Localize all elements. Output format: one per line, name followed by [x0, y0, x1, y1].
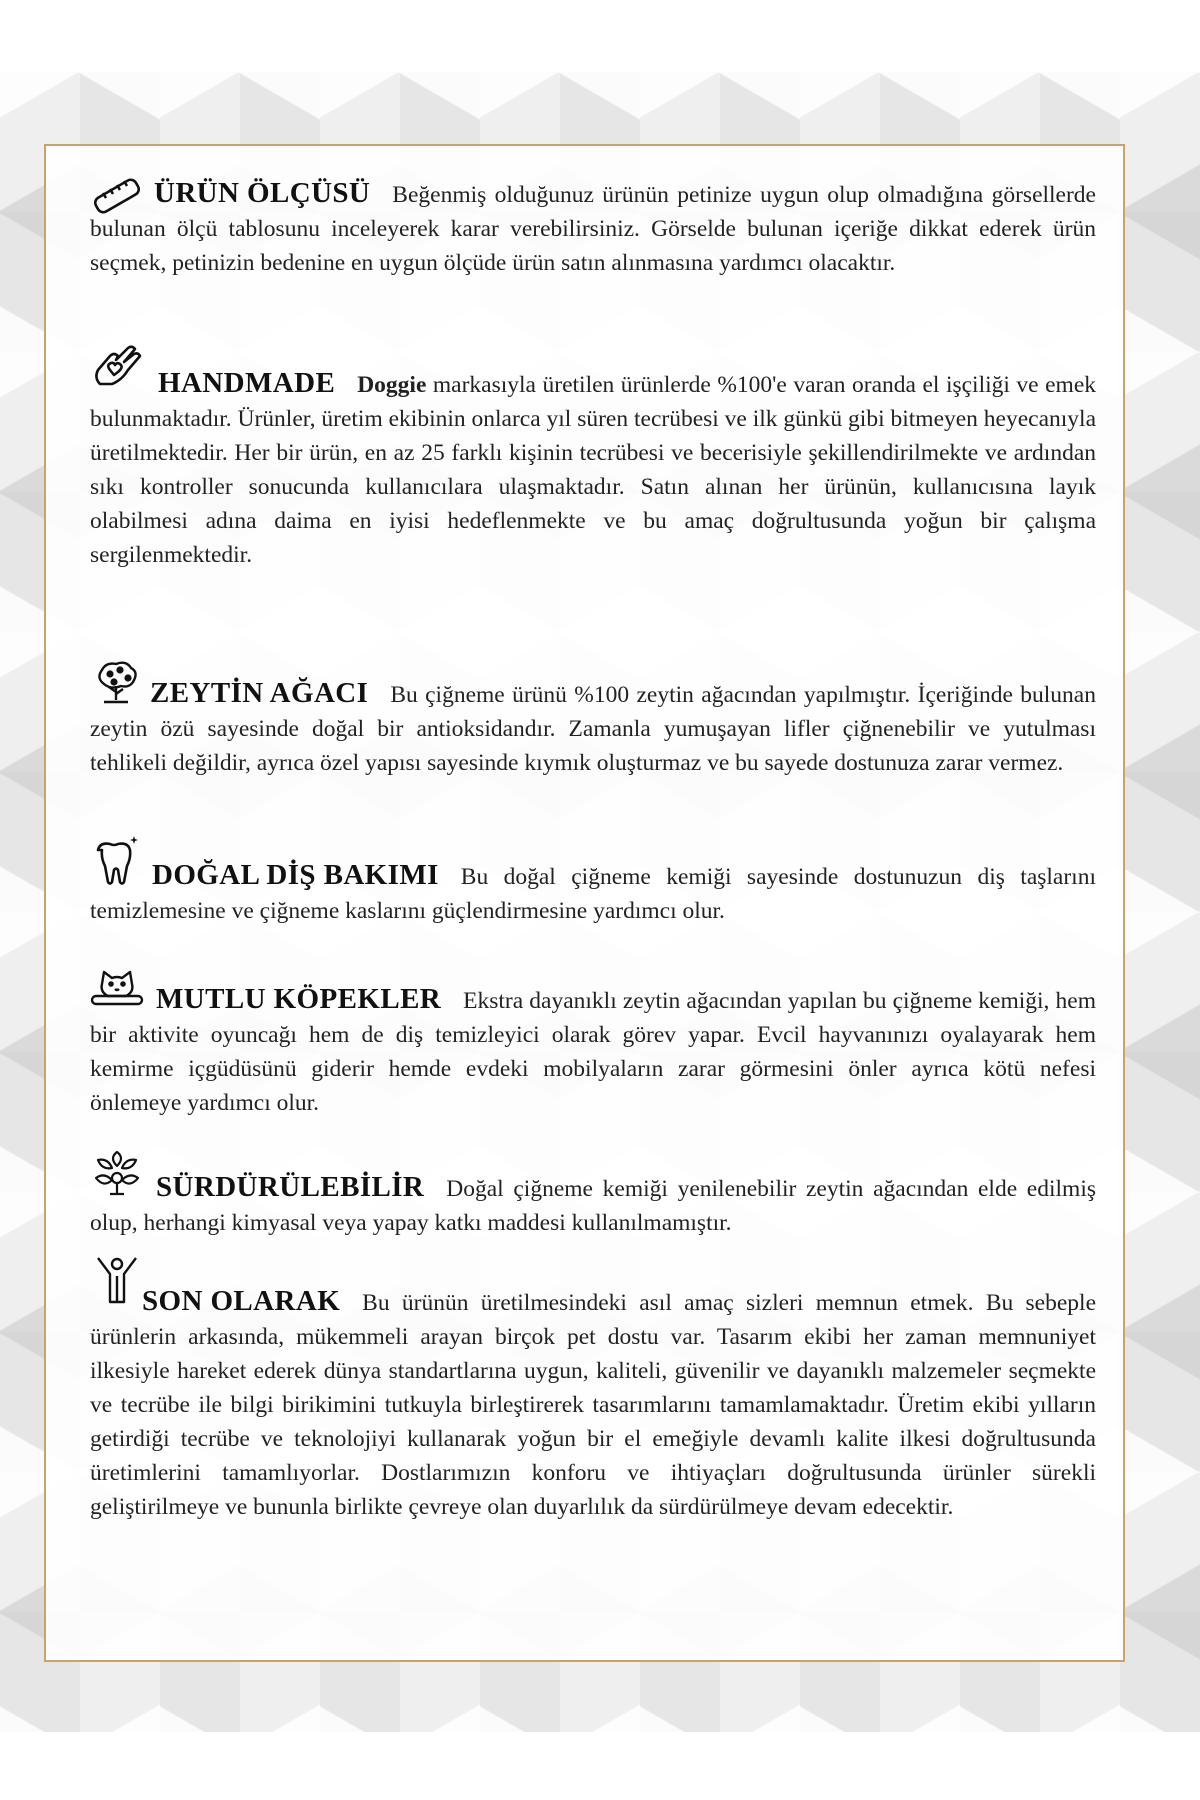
heading-mutlu-kopekler: MUTLU KÖPEKLER [156, 983, 442, 1015]
heading-surdurulebilir: SÜRDÜRÜLEBİLİR [156, 1171, 425, 1203]
olive-tree-icon [88, 654, 146, 712]
brand-doggie: Doggie [357, 372, 427, 398]
heading-urun-olcusu: ÜRÜN ÖLÇÜSÜ [154, 177, 371, 209]
section-surdurulebilir [90, 1170, 1096, 1240]
section-son-olarak [90, 1284, 1096, 1524]
text-son-olarak: Bu ürünün üretilmesindeki asıl amaç sizleri memnun etmek. Bu sebeple ürünlerin arkasında, mükemmeli arayan birçok pet dostu var. Tasarım ekibi her zaman memnuniyet ilkesiyle hareket ederek dünya standartlarına uygun, kaliteli, güvenilir ve dayanıklı malzemeler seçmekte ve tecrübe ile bilgi birikimini tutkuyla birleştirerek tasarımlarını tamamlamaktadır. Üretim ekibi yılların getirdiği tecrübe ve teknolojiyi kullanarak yoğun bir el emeğiyle devamlı kalite ilkesi doğrultusunda üretimlerini tamamlıyorlar. Dostlarımızın konforu ve ihtiyaçları doğrultusunda ürünler sürekli geliştirilmeye ve bununla birlikte çevreye olan duyarlılık da sürdürülmeye devam edecektir. [90, 1290, 1096, 1520]
text-zeytin-agaci: Bu çiğneme ürünü %100 zeytin ağacından yapılmıştır. İçeriğinde bulunan zeytin özü sayesinde doğal bir antioksidandır. Zamanla yumuşayan lifler çiğnenebilir ve yutulması tehlikeli değildir, ayrıca özel yapısı sayesinde kıymık oluşturmaz ve bu sayede dostunuza zarar vermez. [90, 682, 1096, 776]
section-mutlu-kopekler [90, 982, 1096, 1120]
heading-handmade: HANDMADE [158, 367, 336, 399]
section-zeytin-agaci [90, 676, 1096, 780]
section-handmade [90, 366, 1096, 572]
sustainable-leaves-icon [88, 1144, 146, 1202]
heading-zeytin-agaci: ZEYTİN AĞACI [150, 677, 369, 709]
person-joy-icon [88, 1252, 146, 1310]
section-dogal-dis-bakimi [90, 858, 1096, 928]
tooth-icon [88, 832, 146, 890]
section-urun-olcusu [90, 176, 1096, 280]
text-urun-olcusu: Beğenmiş olduğunuz ürünün petinize uygun olup olmadığına görsellerde bulunan ölçü tablosunu inceleyerek karar verebilirsiniz. Görselde bulunan içeriğe dikkat ederek ürün seçmek, petinizin bedenine en uygun ölçüde ürün satın alınmasına yardımcı olacaktır. [90, 182, 1096, 276]
hand-heart-icon [88, 340, 146, 398]
happy-dog-icon [88, 958, 146, 1016]
text-dogal-dis-bakimi: Bu doğal çiğneme kemiği sayesinde dostunuzun diş taşlarını temizlemesine ve çiğneme kaslarını güçlendirmesine yardımcı olur. [90, 864, 1096, 924]
text-surdurulebilir: Doğal çiğneme kemiği yenilenebilir zeytin ağacından elde edilmiş olup, herhangi kimyasal veya yapay katkı maddesi kullanılmamıştır. [90, 1176, 1096, 1236]
content-panel [44, 144, 1125, 1662]
text-mutlu-kopekler: Ekstra dayanıklı zeytin ağacından yapılan bu çiğneme kemiği, hem bir aktivite oyuncağı hem de diş temizleyici olarak görev yapar. Evcil hayvanınızı oyalayarak hem kemirme içgüdüsünü giderir hemde evdeki mobilyaların zarar görmesini önler ayrıca kötü nefesi önlemeye yardımcı olur. [90, 988, 1096, 1116]
heading-son-olarak: SON OLARAK [142, 1285, 341, 1317]
text-handmade: markasıyla üretilen ürünlerde %100'e varan oranda el işçiliği ve emek bulunmaktadır. Ürünler, üretim ekibinin onlarca yıl süren tecrübesi ve ilk günkü gibi bitmeyen heyecanıyla üretilmektedir. Her bir ürün, en az 25 farklı kişinin tecrübesi ve becerisiyle şekillendirilmekte ve ardından sıkı kontroller sonucunda kullanıcılara ulaşmaktadır. Satın alınan her ürünün, kullanıcısına layık olabilmesi adına daima en iyisi hedeflenmekte ve bu amaç doğrultusunda yoğun bir çalışma sergilenmektedir. [90, 372, 1097, 568]
heading-dogal-dis-bakimi: DOĞAL DİŞ BAKIMI [152, 859, 439, 891]
ruler-icon [88, 168, 146, 226]
